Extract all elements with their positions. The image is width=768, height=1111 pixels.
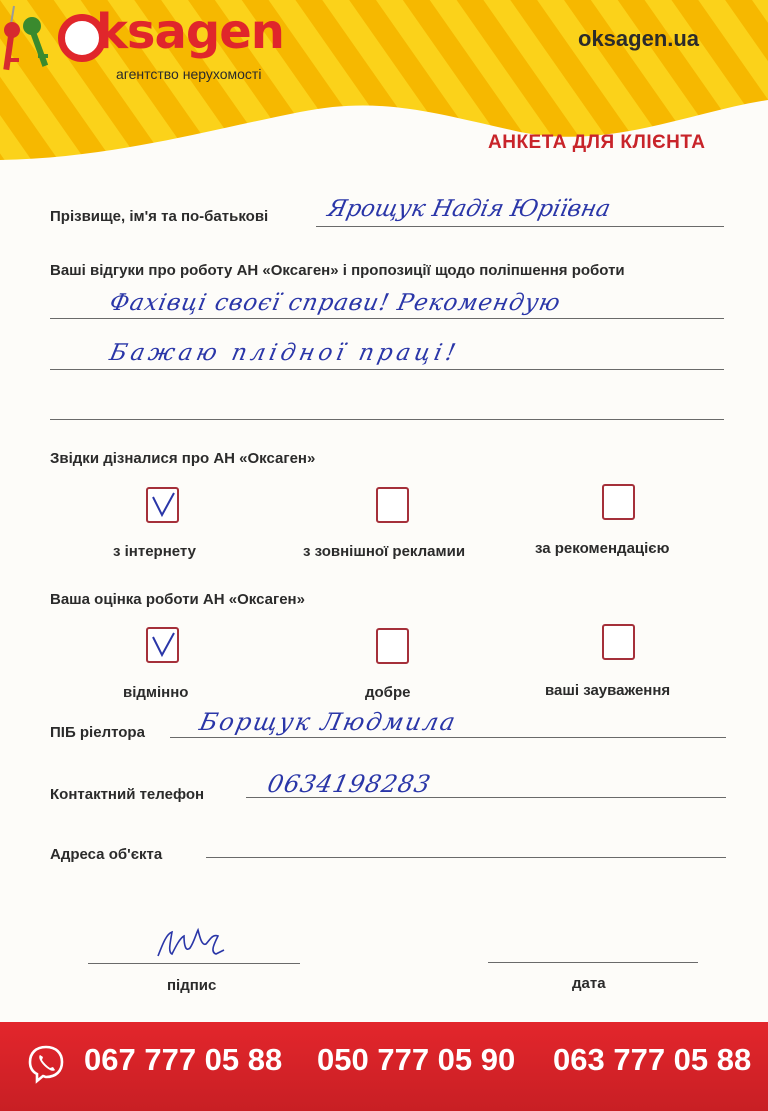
footer bbox=[0, 1022, 768, 1111]
feedback-text-1[interactable]: Фахівці своєї справи! Рекомендую bbox=[107, 290, 564, 316]
feedback-text-2[interactable]: Бажаю плідної праці! bbox=[107, 340, 462, 366]
checkmark-icon bbox=[150, 631, 176, 659]
feedback-label: Ваші відгуки про роботу АН «Оксаген» і пропозиції щодо поліпшення роботи bbox=[50, 262, 625, 279]
realtor-label: ПІБ ріелтора bbox=[50, 724, 145, 741]
logo-subtitle: агентство нерухомості bbox=[116, 66, 262, 82]
source-outdoor-ads-label: з зовнішної рекламии bbox=[303, 543, 466, 560]
source-outdoor-ads-checkbox[interactable] bbox=[376, 487, 409, 523]
signature-drawing bbox=[150, 924, 230, 966]
rating-excellent-checkbox[interactable] bbox=[146, 627, 179, 663]
rating-good-checkbox[interactable] bbox=[376, 628, 409, 664]
realtor-line bbox=[170, 737, 726, 738]
viber-phone-icon bbox=[26, 1044, 66, 1084]
phone-lifecell[interactable]: 063 777 05 88 bbox=[553, 1042, 752, 1077]
full-name-line bbox=[316, 226, 724, 227]
source-label: Звідки дізналися про АН «Оксаген» bbox=[50, 450, 316, 467]
signature-label: підпис bbox=[167, 977, 217, 994]
source-internet-checkbox[interactable] bbox=[146, 487, 179, 523]
phone-value[interactable]: 0634198283 bbox=[265, 770, 434, 798]
rating-remarks-checkbox[interactable] bbox=[602, 624, 635, 660]
address-line bbox=[206, 857, 726, 858]
date-line bbox=[488, 962, 698, 963]
full-name-label: Прізвище, ім'я та по-батькові bbox=[50, 208, 269, 225]
logo-text: ksagen bbox=[96, 4, 284, 60]
form-title: АНКЕТА ДЛЯ КЛІЄНТА bbox=[488, 132, 706, 153]
rating-label: Ваша оцінка роботи АН «Оксаген» bbox=[50, 591, 305, 608]
phone-kyivstar[interactable]: 067 777 05 88 bbox=[84, 1042, 283, 1077]
phone-vodafone[interactable]: 050 777 05 90 bbox=[317, 1042, 516, 1077]
feedback-line-3 bbox=[50, 419, 724, 420]
full-name-value[interactable]: Ярощук Надія Юріївна bbox=[325, 196, 613, 222]
source-recommendation-checkbox[interactable] bbox=[602, 484, 635, 520]
feedback-line-1 bbox=[50, 318, 724, 319]
rating-excellent-label: відмінно bbox=[123, 684, 189, 701]
source-internet-label: з інтернету bbox=[113, 543, 196, 560]
signature-line bbox=[88, 963, 300, 964]
header bbox=[0, 0, 768, 200]
realtor-value[interactable]: Борщук Людмила bbox=[197, 708, 460, 736]
source-recommendation-label: за рекомендацією bbox=[535, 540, 670, 557]
checkmark-icon bbox=[150, 491, 176, 519]
address-label: Адреса об'єкта bbox=[50, 846, 163, 863]
feedback-line-2 bbox=[50, 369, 724, 370]
phone-label: Контактний телефон bbox=[50, 786, 205, 803]
rating-good-label: добре bbox=[365, 684, 411, 701]
keys-icon bbox=[0, 0, 56, 78]
website-link[interactable]: oksagen.ua bbox=[578, 26, 700, 51]
rating-remarks-label: ваші зауваження bbox=[545, 682, 671, 699]
date-label: дата bbox=[572, 975, 606, 992]
